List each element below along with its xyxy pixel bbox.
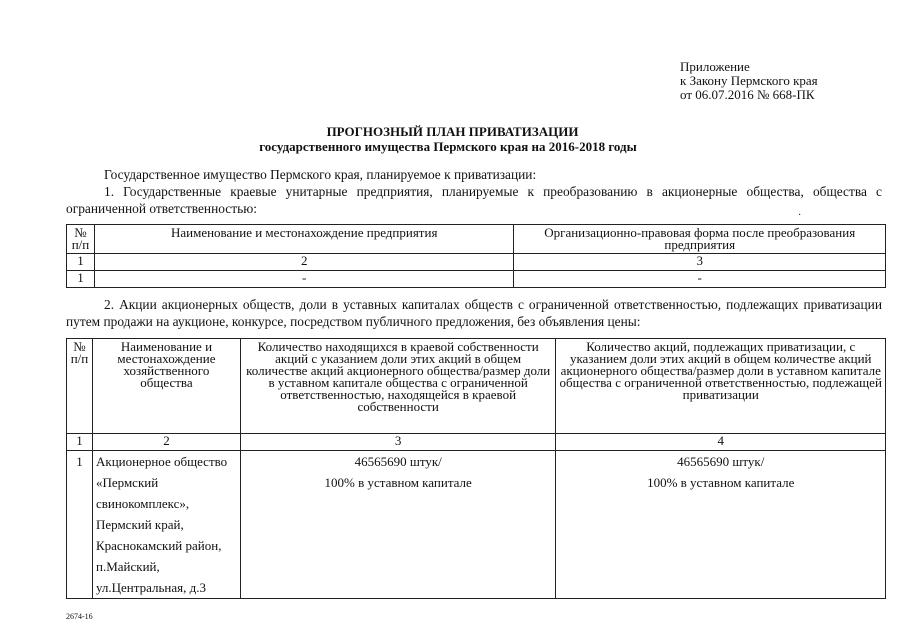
row-name: - xyxy=(94,271,513,288)
section2-table xyxy=(66,338,886,599)
appendix-line2: к Закону Пермского края xyxy=(680,73,818,88)
table-header-row xyxy=(67,339,886,434)
number-cell: 3 xyxy=(240,434,556,451)
number-cell: 2 xyxy=(94,254,513,271)
row-shares-to-privatize: 46565690 штук/ 100% в уставном капитале xyxy=(556,451,886,599)
document-code: 2674-16 xyxy=(66,612,93,621)
table-number-row xyxy=(67,254,886,271)
header-cell: Количество акций, подлежащих приватизации, с указанием доли этих акций в общем количестве акций акционерного общества/размер доли в уставном капитале общества с ограниченной ответственностью, подлежащей приватизации xyxy=(556,339,886,434)
appendix-line1: Приложение xyxy=(680,59,750,74)
stray-mark: · xyxy=(798,210,802,221)
header-cell: Организационно-правовая форма после преобразования предприятия xyxy=(514,225,886,254)
title-line1: ПРОГНОЗНЫЙ ПЛАН ПРИВАТИЗАЦИИ xyxy=(326,124,579,139)
appendix-line3: от 06.07.2016 № 668-ПК xyxy=(680,87,815,102)
row-number: 1 xyxy=(67,271,95,288)
section1-paragraph: 1. Государственные краевые унитарные предприятия, планируемые к преобразованию в акционерные общества, общества с ограниченной ответственностью: xyxy=(66,184,882,216)
number-cell: 2 xyxy=(92,434,240,451)
row-number: 1 xyxy=(67,451,93,599)
table-header-row xyxy=(67,225,886,254)
appendix-header xyxy=(680,60,818,102)
table-number-row xyxy=(67,434,886,451)
intro-paragraph: Государственное имущество Пермского края, планируемое к приватизации: xyxy=(104,167,537,182)
number-cell: 4 xyxy=(556,434,886,451)
document-title xyxy=(0,124,905,154)
section1-table xyxy=(66,224,886,288)
row-form: - xyxy=(514,271,886,288)
header-cell: № п/п xyxy=(67,339,93,434)
section2-paragraph: 2. Акции акционерных обществ, доли в уставных капиталах обществ с ограниченной ответственностью, подлежащих приватизации путем продажи на аукционе, конкурсе, посредством публичного предложения, без объявления цены: xyxy=(66,297,882,329)
number-cell: 3 xyxy=(514,254,886,271)
header-cell: Наименование и местонахождение предприятия xyxy=(94,225,513,254)
row-owned-shares: 46565690 штук/ 100% в уставном капитале xyxy=(240,451,556,599)
header-cell: Наименование и местонахождение хозяйственного общества xyxy=(92,339,240,434)
table-row xyxy=(67,451,886,599)
header-cell: № п/п xyxy=(67,225,95,254)
row-company-name: Акционерное общество «Пермский свинокомплекс», Пермский край, Краснокамский район, п.Майский, ул.Центральная, д.3 xyxy=(92,451,240,599)
number-cell: 1 xyxy=(67,254,95,271)
header-cell: Количество находящихся в краевой собственности акций с указанием доли этих акций в общем количестве акций акционерного общества/размер доли в уставном капитале общества с ограниченной ответственностью, находящейся в краевой собственности xyxy=(240,339,556,434)
number-cell: 1 xyxy=(67,434,93,451)
table-row xyxy=(67,271,886,288)
title-line2: государственного имущества Пермского края на 2016-2018 годы xyxy=(259,139,637,154)
